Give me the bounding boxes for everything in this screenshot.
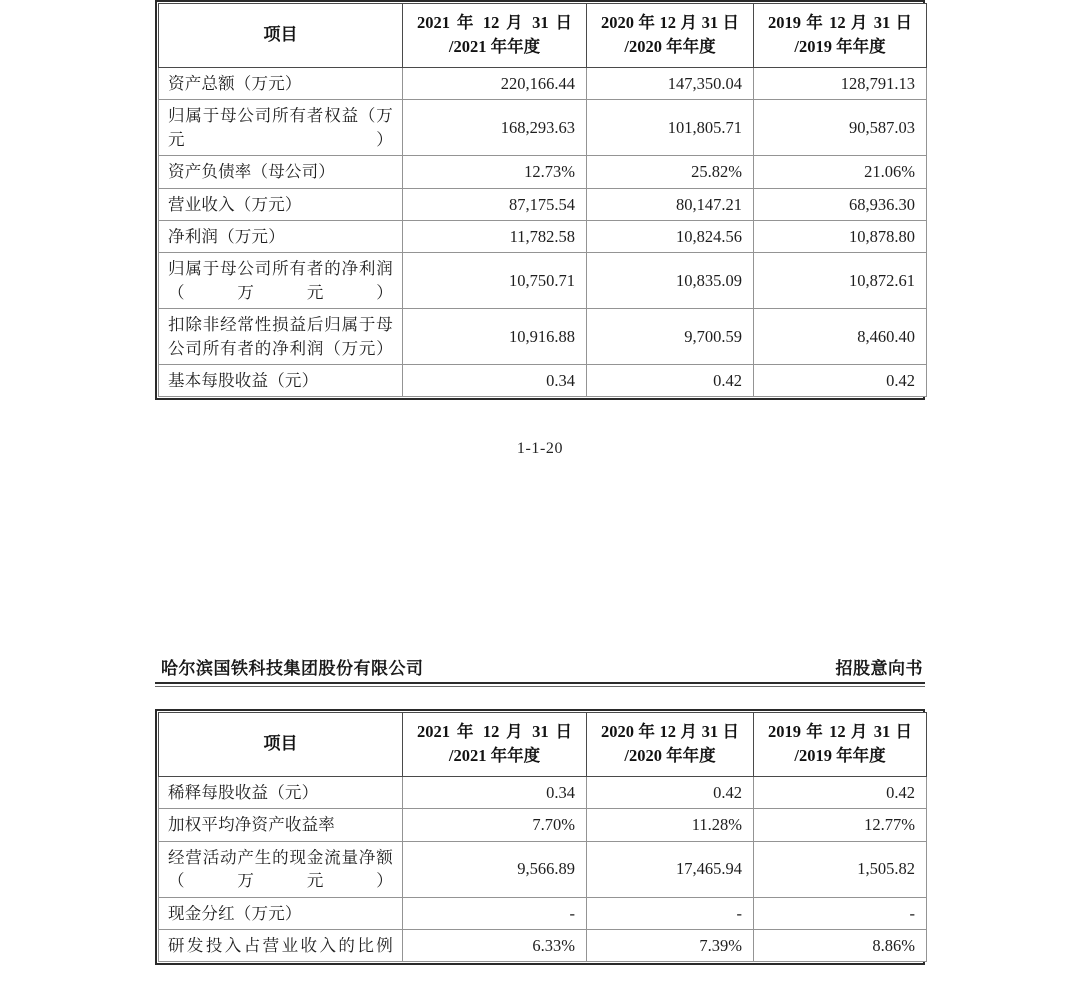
column-header-2019 <box>754 4 927 68</box>
row-value-2019: 8,460.40 <box>754 309 927 365</box>
column-header-2020-line1: 2020 年 12 月 31 日 <box>601 722 739 741</box>
financial-summary-table-two-wrapper <box>155 709 925 965</box>
row-item-label: 稀释每股收益（元） <box>159 776 403 808</box>
table-one-body <box>159 67 927 397</box>
row-value-2021: 87,175.54 <box>403 188 587 220</box>
row-value-2019: 68,936.30 <box>754 188 927 220</box>
row-value-2020: 9,700.59 <box>587 309 754 365</box>
row-item-label: 扣除非经常性损益后归属于母公司所有者的净利润（万元） <box>159 309 403 365</box>
header-rule-thick <box>155 682 925 684</box>
table-two-header <box>159 713 927 777</box>
page-one <box>0 0 1080 458</box>
financial-summary-table-two <box>158 712 927 962</box>
row-value-2021: 0.34 <box>403 776 587 808</box>
column-header-2019-line2: /2019 年年度 <box>794 745 886 765</box>
page-number: 1-1-20 <box>516 440 564 458</box>
column-header-2019-line2: /2019 年年度 <box>794 36 886 56</box>
row-value-2020: 147,350.04 <box>587 67 754 99</box>
row-value-2020: 7.39% <box>587 929 754 961</box>
table-header-row <box>159 713 927 777</box>
row-value-2021: 7.70% <box>403 809 587 841</box>
row-value-2021: 6.33% <box>403 929 587 961</box>
header-rule-thin <box>155 686 925 687</box>
row-value-2021: - <box>403 897 587 929</box>
row-item-label: 加权平均净资产收益率 <box>159 809 403 841</box>
column-header-2021 <box>403 713 587 777</box>
row-item-label: 基本每股收益（元） <box>159 365 403 397</box>
column-header-2021-line2: /2021 年年度 <box>448 745 541 765</box>
row-value-2019: 128,791.13 <box>754 67 927 99</box>
row-value-2019: 0.42 <box>754 776 927 808</box>
column-header-2021 <box>403 4 587 68</box>
row-value-2019: 0.42 <box>754 365 927 397</box>
table-row <box>159 809 927 841</box>
table-row <box>159 156 927 188</box>
table-row <box>159 220 927 252</box>
row-item-label: 经营活动产生的现金流量净额（万元） <box>159 841 403 897</box>
row-value-2021: 10,916.88 <box>403 309 587 365</box>
column-header-item-label: 项目 <box>263 24 298 44</box>
row-item-label: 净利润（万元） <box>159 220 403 252</box>
column-header-item <box>159 713 403 777</box>
row-value-2020: 80,147.21 <box>587 188 754 220</box>
table-row <box>159 776 927 808</box>
row-value-2020: 10,824.56 <box>587 220 754 252</box>
row-item-label: 资产负债率（母公司） <box>159 156 403 188</box>
table-row <box>159 897 927 929</box>
page-two <box>0 645 1080 965</box>
table-row <box>159 929 927 961</box>
financial-summary-table-one-wrapper <box>155 0 925 400</box>
column-header-item <box>159 4 403 68</box>
column-header-item-label: 项目 <box>263 733 298 753</box>
row-item-label: 研发投入占营业收入的比例 <box>159 929 403 961</box>
table-two-body <box>159 776 927 962</box>
row-value-2019: 1,505.82 <box>754 841 927 897</box>
row-item-label: 归属于母公司所有者的净利润（万元） <box>159 253 403 309</box>
row-value-2021: 10,750.71 <box>403 253 587 309</box>
row-value-2020: 25.82% <box>587 156 754 188</box>
header-document-type: 招股意向书 <box>835 659 923 678</box>
row-item-label: 现金分红（万元） <box>159 897 403 929</box>
table-row <box>159 309 927 365</box>
financial-summary-table-one <box>158 3 927 397</box>
row-value-2019: 12.77% <box>754 809 927 841</box>
column-header-2020 <box>587 713 754 777</box>
row-value-2020: 11.28% <box>587 809 754 841</box>
row-value-2021: 220,166.44 <box>403 67 587 99</box>
column-header-2019-line1: 2019 年 12 月 31 日 <box>768 722 912 741</box>
table-row <box>159 188 927 220</box>
row-value-2021: 12.73% <box>403 156 587 188</box>
header-company-name: 哈尔滨国铁科技集团股份有限公司 <box>161 659 424 678</box>
table-row <box>159 67 927 99</box>
row-value-2019: 21.06% <box>754 156 927 188</box>
column-header-2021-line1: 2021 年 12 月 31 日 <box>417 13 572 32</box>
column-header-2021-line1: 2021 年 12 月 31 日 <box>417 722 572 741</box>
row-item-label: 归属于母公司所有者权益（万元） <box>159 100 403 156</box>
row-value-2020: 0.42 <box>587 365 754 397</box>
row-value-2019: - <box>754 897 927 929</box>
table-row <box>159 841 927 897</box>
row-value-2021: 0.34 <box>403 365 587 397</box>
table-header-row <box>159 4 927 68</box>
column-header-2019 <box>754 713 927 777</box>
column-header-2020-line2: /2020 年年度 <box>624 745 716 765</box>
row-value-2020: - <box>587 897 754 929</box>
row-value-2021: 11,782.58 <box>403 220 587 252</box>
row-value-2021: 168,293.63 <box>403 100 587 156</box>
row-value-2020: 0.42 <box>587 776 754 808</box>
row-item-label: 资产总额（万元） <box>159 67 403 99</box>
running-header <box>155 645 925 687</box>
row-item-label: 营业收入（万元） <box>159 188 403 220</box>
column-header-2020-line2: /2020 年年度 <box>624 36 716 56</box>
row-value-2019: 10,872.61 <box>754 253 927 309</box>
row-value-2019: 90,587.03 <box>754 100 927 156</box>
table-row <box>159 253 927 309</box>
column-header-2021-line2: /2021 年年度 <box>448 36 541 56</box>
column-header-2020-line1: 2020 年 12 月 31 日 <box>601 13 739 32</box>
row-value-2020: 10,835.09 <box>587 253 754 309</box>
column-header-2020 <box>587 4 754 68</box>
table-row <box>159 100 927 156</box>
row-value-2019: 10,878.80 <box>754 220 927 252</box>
table-one-header <box>159 4 927 68</box>
row-value-2021: 9,566.89 <box>403 841 587 897</box>
row-value-2019: 8.86% <box>754 929 927 961</box>
table-row <box>159 365 927 397</box>
column-header-2019-line1: 2019 年 12 月 31 日 <box>768 13 912 32</box>
row-value-2020: 17,465.94 <box>587 841 754 897</box>
row-value-2020: 101,805.71 <box>587 100 754 156</box>
